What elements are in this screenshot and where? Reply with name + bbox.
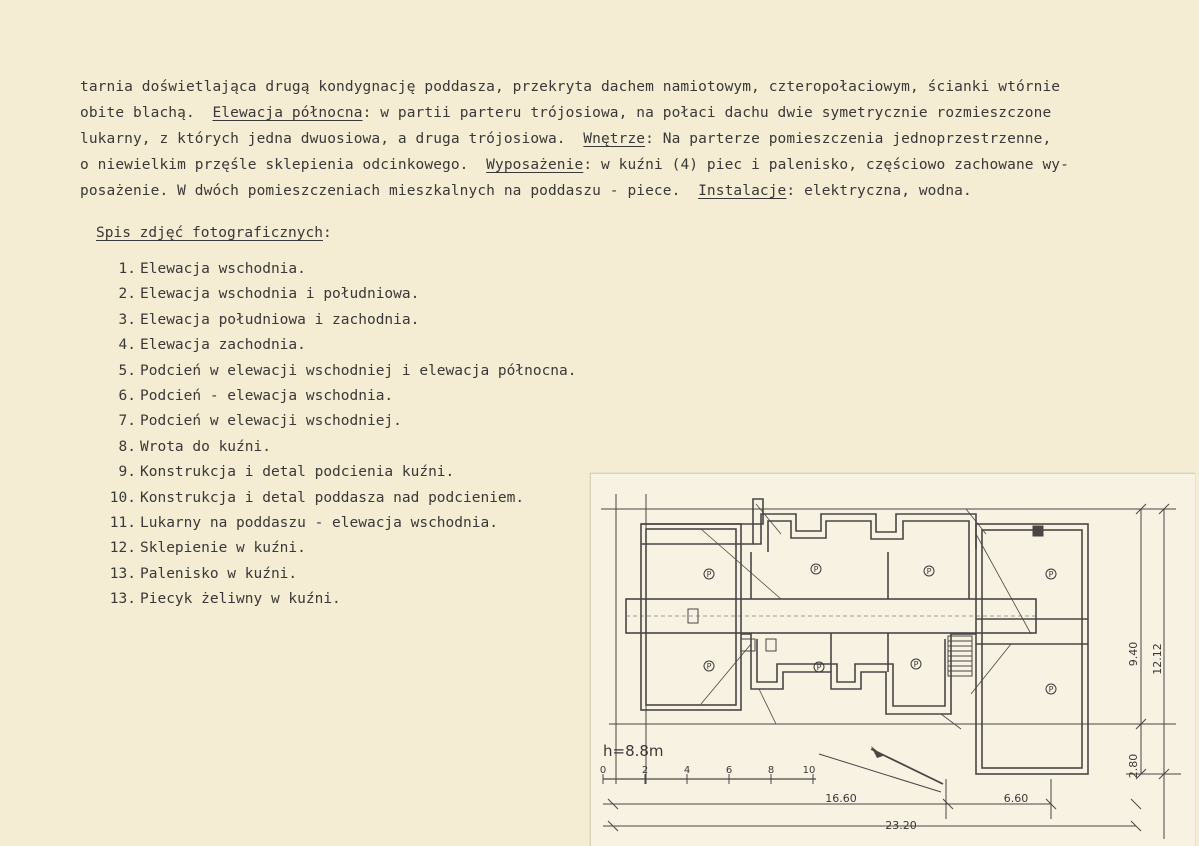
text-run: : w kuźni (4) piec i palenisko, częściowo zachowane wy- — [583, 157, 1069, 173]
room-marker-label: P — [1048, 685, 1054, 694]
dimension-total-width: 23.20 — [885, 819, 917, 832]
scale-tick-label: 4 — [683, 765, 691, 776]
text-line — [80, 152, 1110, 178]
text-run: : Na parterze pomieszczenia jednoprzestrzenne, — [645, 131, 1052, 147]
scale-tick-label: 0 — [599, 765, 607, 776]
list-item-number: 4. — [118, 337, 136, 354]
photo-list-heading — [96, 225, 332, 241]
list-item — [98, 435, 577, 460]
text-line — [80, 100, 1110, 126]
list-item — [98, 359, 577, 384]
section-heading-installations: Instalacje — [698, 183, 787, 199]
height-note: h=8.8m — [603, 742, 664, 760]
list-item — [98, 536, 577, 561]
room-marker-label: P — [813, 565, 819, 574]
list-item-text: Elewacja południowa i zachodnia. — [140, 311, 420, 328]
list-item-text: Konstrukcja i detal poddasza nad podcieniem. — [140, 489, 525, 506]
room-marker-label: P — [816, 663, 822, 672]
list-item-number: 2. — [118, 286, 136, 303]
room-marker — [1046, 684, 1056, 694]
room-marker-label: P — [706, 662, 712, 671]
dimension-depth-small: 2.80 — [1127, 753, 1140, 779]
list-item — [98, 486, 577, 511]
room-marker — [704, 569, 714, 579]
list-item-number: 5. — [118, 362, 136, 379]
text-run: obite blachą. — [80, 105, 213, 121]
list-item — [98, 562, 577, 587]
scale-labels — [600, 765, 816, 776]
list-item — [98, 282, 577, 307]
room-marker — [1046, 569, 1056, 579]
list-item-text: Piecyk żeliwny w kuźni. — [140, 591, 341, 608]
text-line — [80, 178, 1110, 204]
list-item — [98, 333, 577, 358]
list-item-number: 3. — [118, 311, 136, 328]
floor-plan-drawing — [590, 473, 1195, 846]
dimension-left-width: 16.60 — [825, 792, 857, 805]
room-marker — [814, 662, 824, 672]
text-run: : w partii parteru trójosiowa, na połaci dachu dwie symetrycznie rozmieszczone — [362, 105, 1052, 121]
list-item-text: Elewacja wschodnia i południowa. — [140, 286, 420, 303]
room-marker-label: P — [706, 570, 712, 579]
scale-tick-label: 8 — [767, 765, 775, 776]
dimension-right-width: 6.60 — [1003, 792, 1029, 805]
text-line — [80, 126, 1110, 152]
list-item — [98, 257, 577, 282]
text-line: tarnia doświetlająca drugą kondygnację poddasza, przekryta dachem namiotowym, czteropołaciowym, ścianki wtórnie — [80, 79, 1061, 95]
list-item — [98, 587, 577, 612]
list-item — [98, 511, 577, 536]
room-marker — [924, 566, 934, 576]
photo-list-heading-colon: : — [322, 225, 332, 241]
list-item-text: Podcień w elewacji wschodniej. — [140, 413, 402, 430]
scale-tick-label: 6 — [725, 765, 733, 776]
list-item-text: Palenisko w kuźni. — [140, 565, 298, 582]
list-item-number: 10. — [109, 489, 136, 506]
list-item-number: 12. — [109, 540, 136, 557]
list-item-text: Konstrukcja i detal podcienia kuźni. — [140, 464, 455, 481]
list-item — [98, 409, 577, 434]
section-heading-north-elevation: Elewacja północna — [212, 105, 363, 121]
list-item-number: 7. — [118, 413, 136, 430]
dimension-depth-total: 12.12 — [1151, 643, 1164, 675]
room-marker — [911, 659, 921, 669]
room-marker — [704, 661, 714, 671]
list-item-text: Sklepienie w kuźni. — [140, 540, 306, 557]
text-run: o niewielkim przęśle sklepienia odcinkowego. — [80, 157, 487, 173]
scale-tick-label: 10 — [802, 765, 816, 776]
room-marker-label: P — [1048, 570, 1054, 579]
list-item-text: Podcień w elewacji wschodniej i elewacja północna. — [140, 362, 577, 379]
list-item-number: 9. — [118, 464, 136, 481]
list-item-text: Wrota do kuźni. — [140, 438, 271, 455]
dimension-depth-main: 9.40 — [1127, 641, 1140, 667]
text-run: lukarny, z których jedna dwuosiowa, a druga trójosiowa. — [80, 131, 584, 147]
list-item-text: Lukarny na poddaszu - elewacja wschodnia. — [140, 514, 498, 531]
list-item — [98, 460, 577, 485]
scale-tick-label: 2 — [641, 765, 649, 776]
list-item-number: 6. — [118, 387, 136, 404]
room-marker-label: P — [926, 567, 932, 576]
photo-list-heading-text: Spis zdjęć fotograficznych — [96, 225, 323, 241]
list-item-number: 8. — [118, 438, 136, 455]
list-item-text: Elewacja wschodnia. — [140, 261, 306, 277]
list-item-number: 13. — [109, 565, 136, 582]
list-item-text: Podcień - elewacja wschodnia. — [140, 387, 394, 404]
text-run: posażenie. W dwóch pomieszczeniach mieszkalnych na poddaszu - piece. — [80, 183, 699, 199]
list-item-number: 13. — [109, 591, 136, 608]
list-item — [98, 308, 577, 333]
room-marker-label: P — [913, 660, 919, 669]
description-paragraph — [80, 74, 1110, 204]
section-heading-equipment: Wyposażenie — [486, 157, 584, 173]
list-item — [98, 384, 577, 409]
list-item-number: 1. — [118, 261, 136, 277]
floor-plan-svg — [591, 474, 1195, 844]
list-item-text: Elewacja zachodnia. — [140, 337, 306, 354]
section-heading-interior: Wnętrze — [583, 131, 646, 147]
text-run: : elektryczna, wodna. — [786, 183, 972, 199]
room-marker — [811, 564, 821, 574]
photo-list — [98, 257, 577, 612]
list-item-number: 11. — [109, 514, 136, 531]
